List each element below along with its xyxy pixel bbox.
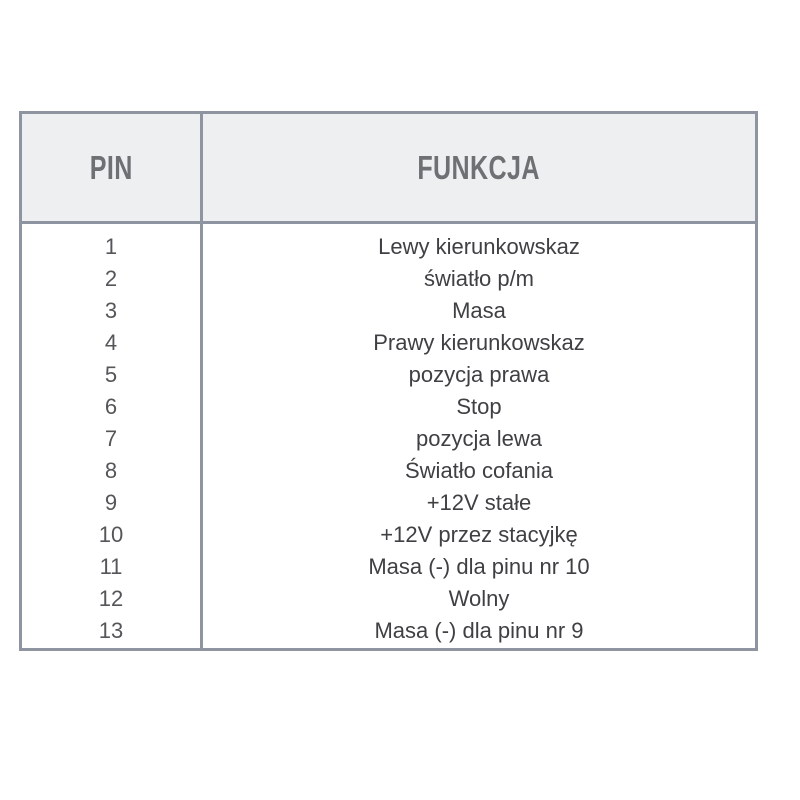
pin-number: 12 (98, 586, 124, 611)
pin-number: 1 (104, 234, 118, 259)
pin-number: 13 (98, 618, 124, 643)
pin-number: 7 (104, 426, 118, 451)
pin-number: 2 (104, 266, 118, 291)
function-label: Masa (-) dla pinu nr 10 (368, 554, 590, 579)
pin-number: 6 (104, 394, 118, 419)
function-label: Wolny (448, 586, 510, 611)
function-label: +12V stałe (426, 490, 532, 515)
function-label: +12V przez stacyjkę (380, 522, 578, 547)
pin-number: 8 (104, 458, 118, 483)
function-label: Stop (456, 394, 502, 419)
header-cell-funkcja (203, 114, 755, 224)
pin-number: 3 (104, 298, 118, 323)
pin-number: 11 (99, 554, 123, 579)
function-label: pozycja lewa (416, 426, 542, 451)
header-label-pin: PIN (89, 148, 133, 186)
function-label: Lewy kierunkowskaz (378, 234, 580, 259)
function-label: Masa (452, 298, 506, 323)
function-label: pozycja prawa (408, 362, 550, 387)
function-label: Masa (-) dla pinu nr 9 (374, 618, 584, 643)
pin-number: 4 (104, 330, 118, 355)
function-label: Światło cofania (405, 458, 553, 483)
header-label-funkcja: FUNKCJA (417, 148, 541, 186)
function-column-cell (203, 224, 755, 648)
pin-function-table (19, 111, 758, 651)
function-label: Prawy kierunkowskaz (373, 330, 585, 355)
pin-number: 9 (104, 490, 118, 515)
pin-number: 10 (98, 522, 124, 547)
header-cell-pin (22, 114, 203, 224)
function-label: światło p/m (423, 266, 535, 291)
pin-column-cell (22, 224, 203, 648)
pin-number: 5 (104, 362, 118, 387)
